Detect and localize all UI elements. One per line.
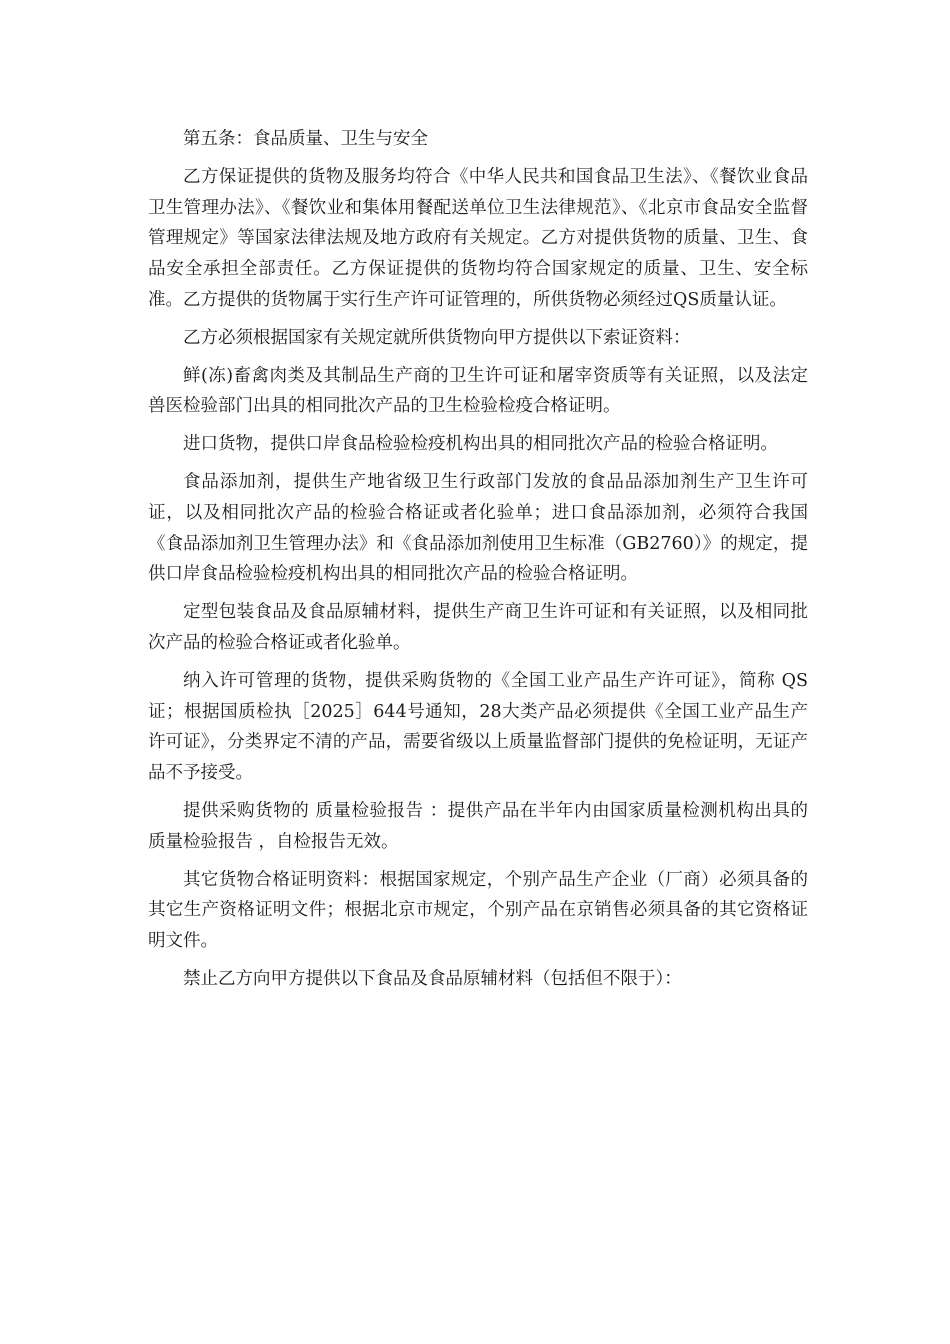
- paragraph-required-documents: 乙方必须根据国家有关规定就所供货物向甲方提供以下索证资料：: [183, 327, 691, 348]
- paragraph-compliance: 乙方保证提供的货物及服务均符合《中华人民共和国食品卫生法》、《餐饮业食品卫生管理办法》、《餐饮业和集体用餐配送单位卫生法律规范》、《北京市食品安全监督管理规定》等国家法律法规及地方政府有关规定。乙方对提供货物的质量、卫生、食品安全承担全部责任。乙方保证提供的货物均符合国家规定的质量、卫生、安全标准。乙方提供的货物属于实行生产许可证管理的，所供货物必须经过QS质量认证。: [148, 166, 808, 310]
- paragraph-packaged-food: 定型包装食品及食品原辅材料，提供生产商卫生许可证和有关证照，以及相同批次产品的检验合格证或者化验单。: [148, 602, 808, 653]
- section-heading: 第五条：食品质量、卫生与安全: [183, 129, 428, 149]
- paragraph-meat-products: 鲜(冻)畜禽肉类及其制品生产商的卫生许可证和屠宰资质等有关证照，以及法定兽医检验部门出具的相同批次产品的卫生检验检疫合格证明。: [148, 365, 808, 417]
- paragraph-food-additives: 食品添加剂，提供生产地省级卫生行政部门发放的食品品添加剂生产卫生许可证，以及相同批次产品的检验合格证或者化验单；进口食品添加剂，必须符合我国 《食品添加剂卫生管理办法》和《食品添加剂使用卫生标准（GB2760）》的规定，提供口岸食品检验检疫机构出具的相同批次产品的检验合格证明。: [148, 471, 808, 585]
- paragraph-prohibited-items: 禁止乙方向甲方提供以下食品及食品原辅材料（包括但不限于）：: [183, 968, 682, 989]
- paragraph-imported-goods: 进口货物，提供口岸食品检验检疫机构出具的相同批次产品的检验合格证明。: [183, 434, 778, 455]
- paragraph-licensed-goods: 纳入许可管理的货物，提供采购货物的《全国工业产品生产许可证》，简称 QS 证；根据国质检执［2025］644号通知，28大类产品必须提供《全国工业产品生产许可证》，分类界定不清的产品，需要省级以上质量监督部门提供的免检证明，无证产品不予接受。: [148, 670, 808, 784]
- paragraph-quality-report: 提供采购货物的 质量检验报告 ：提供产品在半年内由国家质量检测机构出具的 质量检验报告 ，自检报告无效。: [148, 800, 808, 852]
- paragraph-other-certificates: 其它货物合格证明资料：根据国家规定，个别产品生产企业（厂商）必须具备的其它生产资格证明文件；根据北京市规定，个别产品在京销售必须具备的其它资格证明文件。: [148, 869, 808, 952]
- document-body: [148, 124, 808, 1002]
